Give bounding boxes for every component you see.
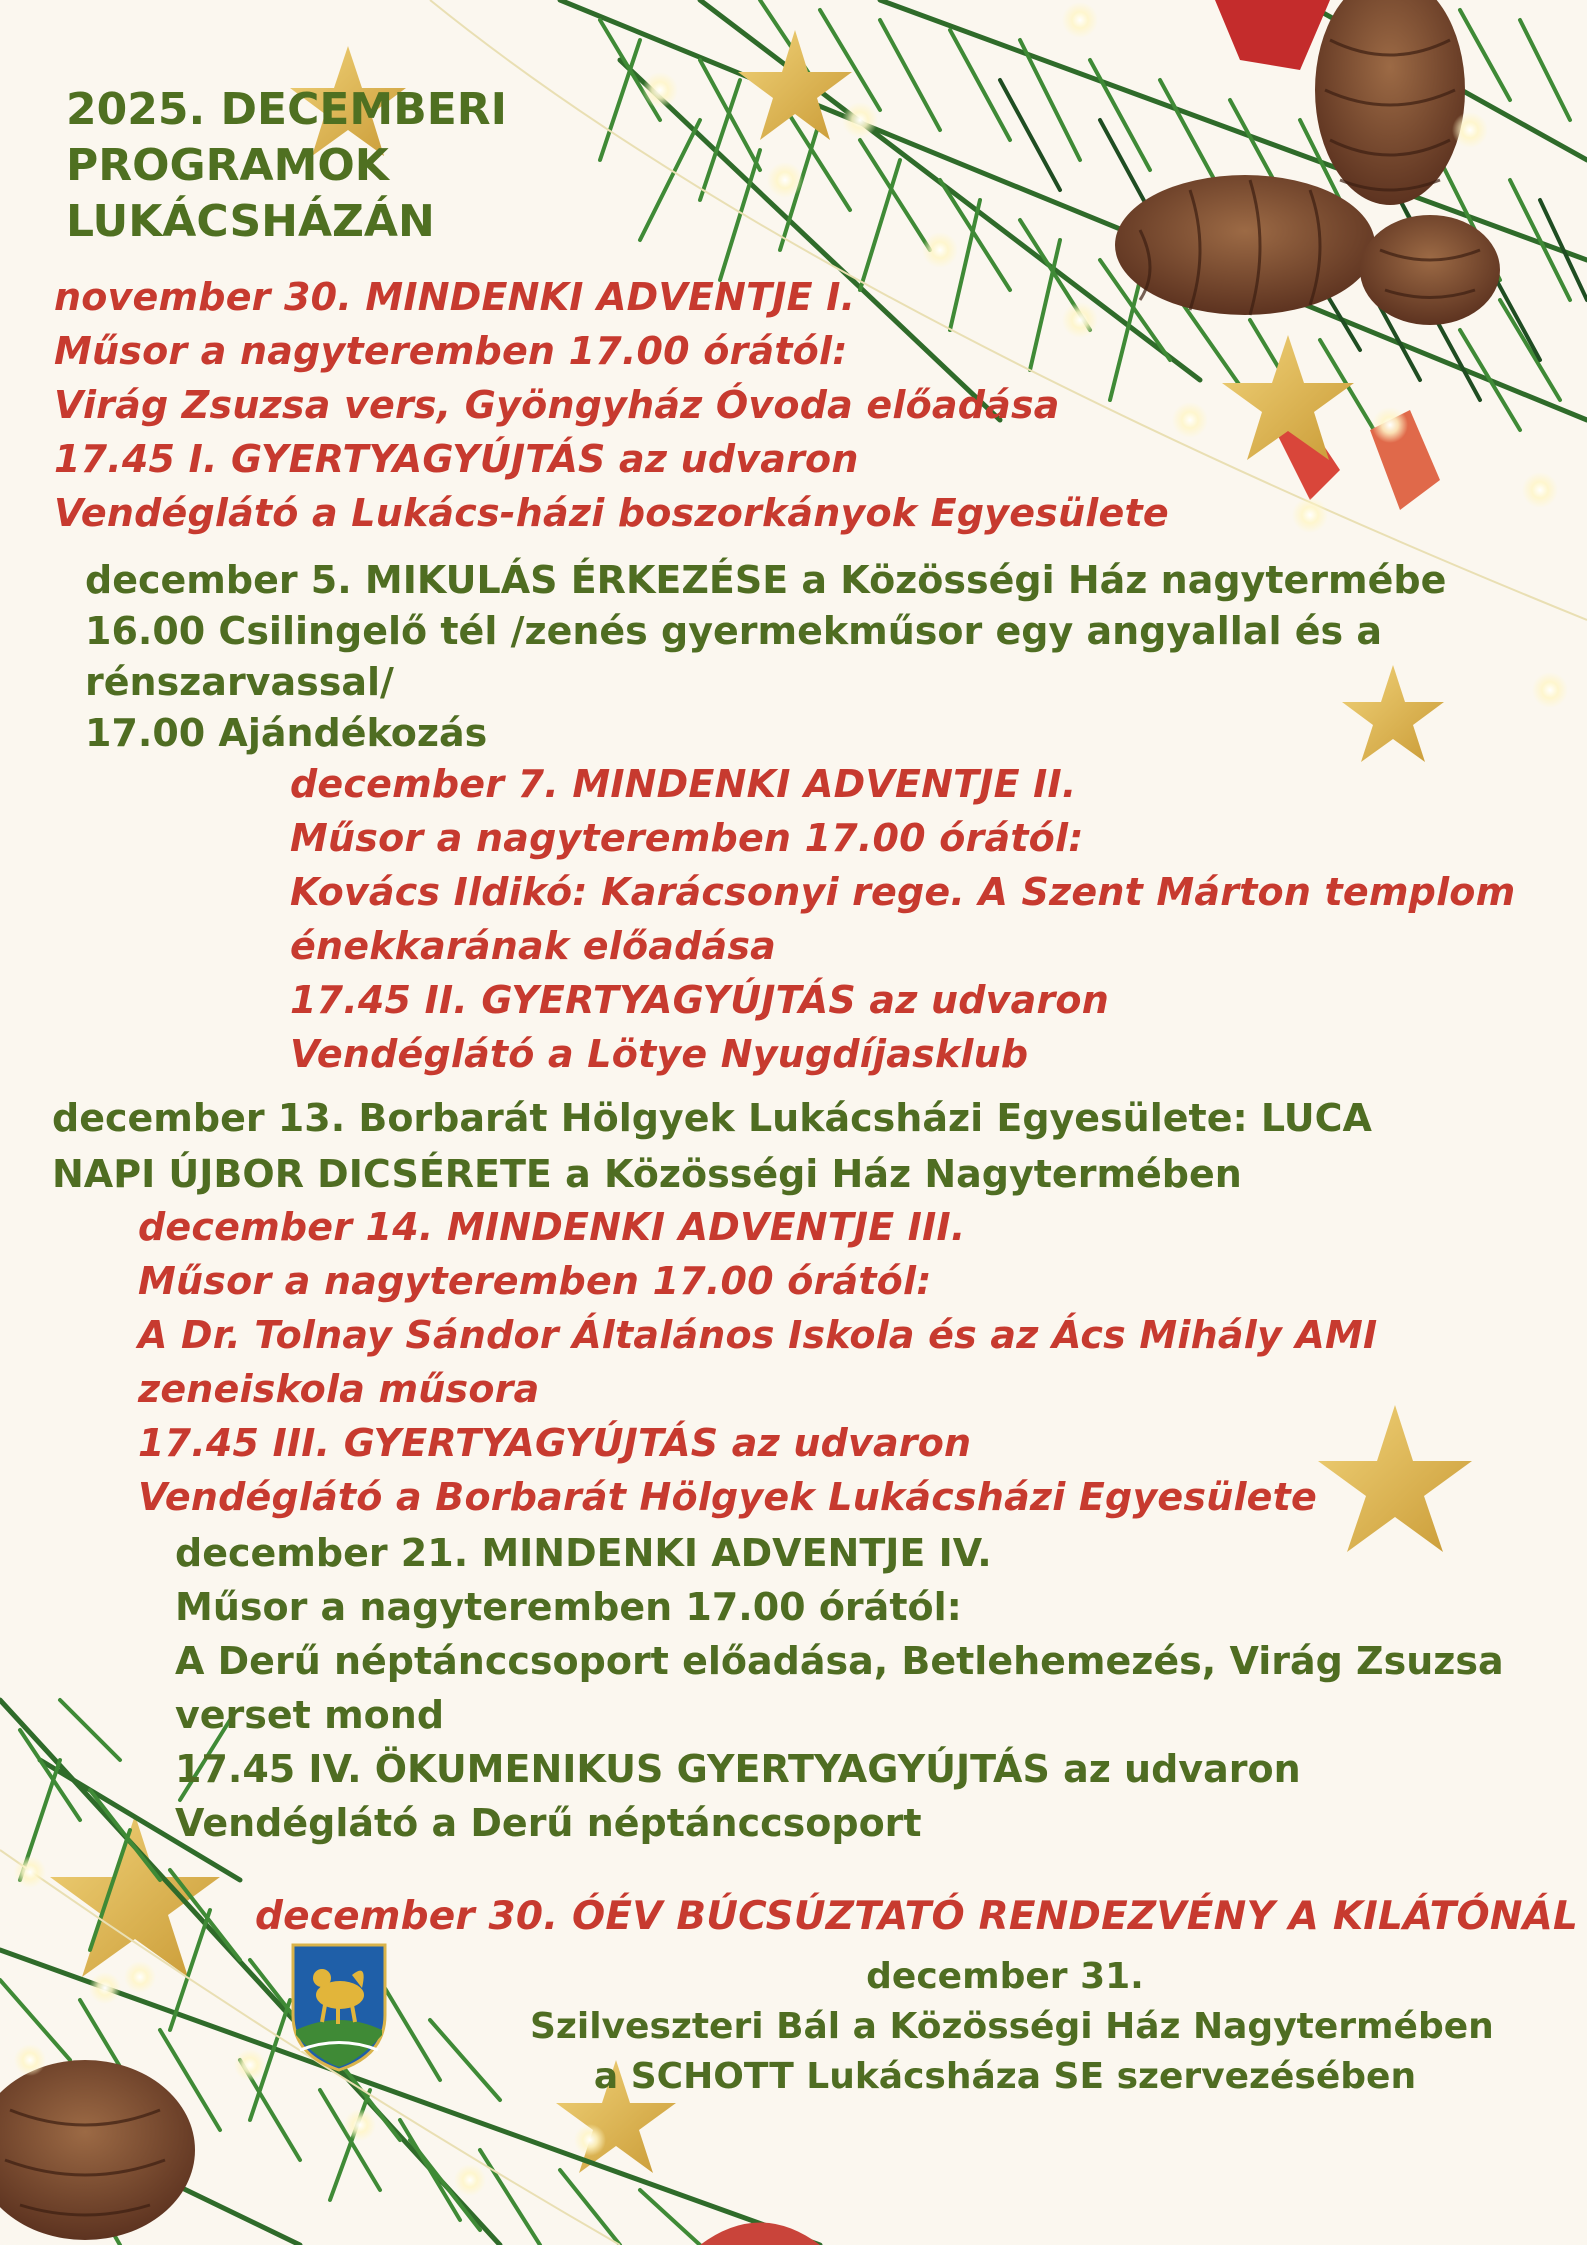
event-line: A Dr. Tolnay Sándor Általános Iskola és az Ács Mihály AMI <box>138 1313 1378 1357</box>
event-line: Műsor a nagyteremben 17.00 órától: <box>54 329 848 373</box>
event-line: december 5. MIKULÁS ÉRKEZÉSE a Közösségi Ház nagytermébe <box>85 558 1447 602</box>
pinecone-icon-bottom <box>0 2060 195 2240</box>
event-dec30 <box>255 1890 1578 1944</box>
event-line: Vendéglátó a Derű néptánccsoport <box>175 1801 922 1845</box>
event-line: Vendéglátó a Borbarát Hölgyek Lukácsházi Egyesülete <box>138 1475 1317 1519</box>
title-line-3: LUKÁCSHÁZÁN <box>66 196 435 247</box>
event-line: verset mond <box>175 1693 445 1737</box>
event-line: december 21. MINDENKI ADVENTJE IV. <box>175 1531 992 1575</box>
event-line: Vendéglátó a Lötye Nyugdíjasklub <box>290 1032 1029 1076</box>
event-line: 17.45 I. GYERTYAGYÚJTÁS az udvaron <box>54 437 859 481</box>
event-dec7 <box>290 757 1515 1081</box>
event-line: Műsor a nagyteremben 17.00 órától: <box>290 816 1084 860</box>
event-line: a SCHOTT Lukácsháza SE szervezésében <box>593 2056 1417 2097</box>
event-line: december 31. <box>866 1956 1144 1997</box>
event-dec31 <box>530 1952 1494 2102</box>
page-title <box>66 82 507 250</box>
event-dec21 <box>175 1526 1504 1850</box>
event-line: Műsor a nagyteremben 17.00 órától: <box>175 1585 962 1629</box>
event-line: Kovács Ildikó: Karácsonyi rege. A Szent Márton templom <box>290 870 1516 914</box>
event-line: NAPI ÚJBOR DICSÉRETE a Közösségi Ház Nagytermében <box>52 1152 1242 1196</box>
event-line: december 14. MINDENKI ADVENTJE III. <box>138 1205 966 1249</box>
event-line: 17.45 III. GYERTYAGYÚJTÁS az udvaron <box>138 1421 972 1465</box>
ornament <box>700 2223 820 2245</box>
event-line: Műsor a nagyteremben 17.00 órától: <box>138 1259 932 1303</box>
event-nov30 <box>54 270 1169 540</box>
event-line: 16.00 Csilingelő tél /zenés gyermekműsor egy angyallal és a <box>85 609 1382 653</box>
event-line: Virág Zsuzsa vers, Gyöngyház Óvoda előadása <box>54 383 1060 427</box>
event-dec5 <box>85 555 1446 759</box>
event-line: rénszarvassal/ <box>85 660 394 704</box>
event-line: 17.00 Ajándékozás <box>85 711 488 755</box>
event-line: december 13. Borbarát Hölgyek Lukácsházi Egyesülete: LUCA <box>52 1096 1372 1140</box>
ribbon <box>1215 0 1330 70</box>
event-line: december 30. ÓÉV BÚCSÚZTATÓ RENDEZVÉNY A KILÁTÓNÁL <box>255 1894 1579 1939</box>
event-line: Vendéglátó a Lukács-házi boszorkányok Egyesülete <box>54 491 1169 535</box>
event-line: énekkarának előadása <box>290 924 777 968</box>
event-line: Szilveszteri Bál a Közösségi Ház Nagytermében <box>530 2006 1494 2047</box>
event-line: december 7. MINDENKI ADVENTJE II. <box>290 762 1077 806</box>
event-dec13 <box>52 1090 1372 1202</box>
event-line: 17.45 IV. ÖKUMENIKUS GYERTYAGYÚJTÁS az udvaron <box>175 1747 1301 1791</box>
event-line: 17.45 II. GYERTYAGYÚJTÁS az udvaron <box>290 978 1109 1022</box>
title-line-1: 2025. DECEMBERI <box>66 84 508 135</box>
event-dec14 <box>138 1200 1377 1524</box>
event-line: november 30. MINDENKI ADVENTJE I. <box>54 275 856 319</box>
title-line-2: PROGRAMOK <box>66 140 389 191</box>
event-line: zeneiskola műsora <box>138 1367 540 1411</box>
event-line: A Derű néptánccsoport előadása, Betlehemezés, Virág Zsuzsa <box>175 1639 1504 1683</box>
coat-of-arms-icon <box>293 1945 385 2070</box>
